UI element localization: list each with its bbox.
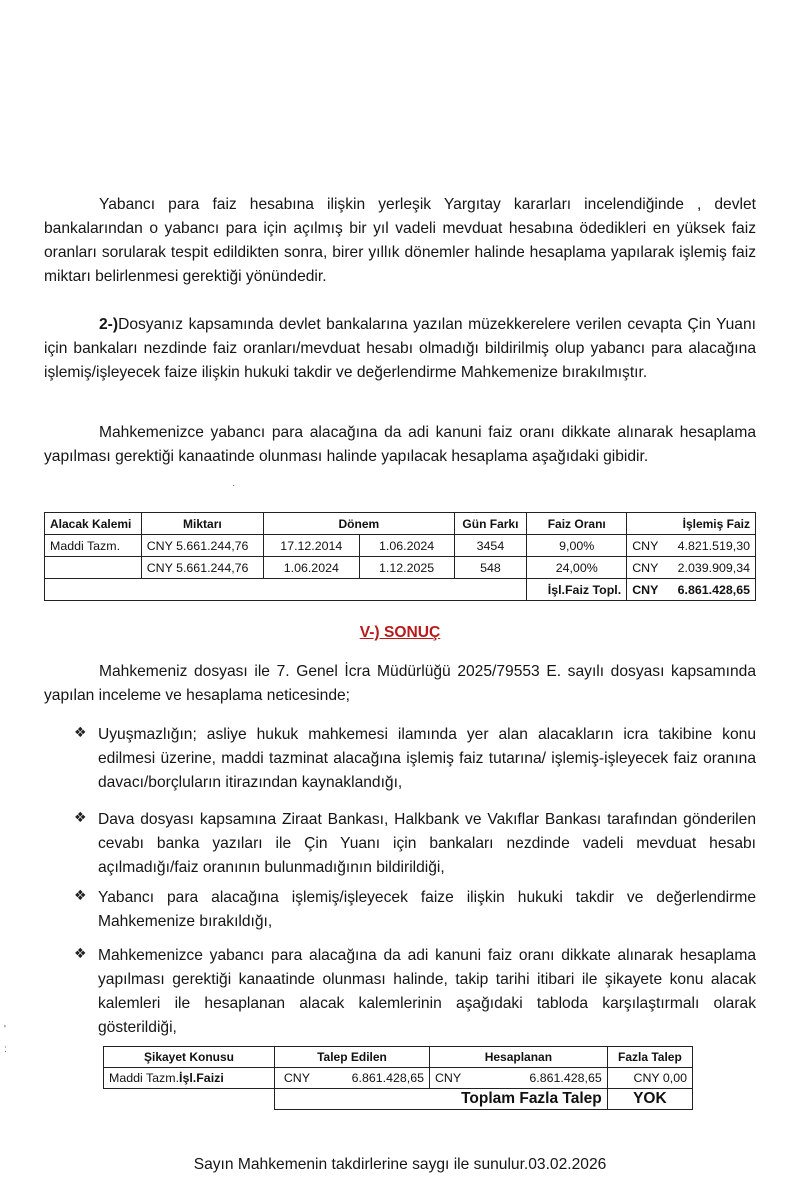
cell-item: [45, 557, 142, 579]
paragraph-bank-reply-text: Dosyanız kapsamında devlet bankalarına yazılan müzekkerelere verilen cevapta Çin Yuanı için bankaları nezdinde faiz oranları/mevduat hesabı olmadığı bildirilmiş olup yabancı para alacağına işlemiş/işleyecek faize ilişkin hukuki takdir ve değerlendirme Mahkemenize bırakılmıştır.: [44, 316, 756, 381]
total-currency: CNY: [627, 579, 673, 601]
total-interest: 6.861.428,65: [673, 579, 756, 601]
cell-calculated-value: 6.861.428,65: [470, 1068, 607, 1089]
table-row: [104, 1068, 693, 1089]
header-excess: Fazla Talep: [607, 1047, 692, 1068]
table-total-row: [104, 1089, 693, 1110]
list-item-text: Mahkemenizce yabancı para alacağına da adi kanuni faiz oranı dikkate alınarak hesaplama yapılması gerektiği kanaatinde olunması halinde, takip tarihi itibari ile şikayete konu alacak kalemleri ile hesaplanan alacak kalemlerinin aşağıdaki tabloda karşılaştırmalı olarak gösterildiği,: [98, 947, 756, 1036]
list-item-text: Yabancı para alacağına işlemiş/işleyecek faize ilişkin hukuki takdir ve değerlendirme Mahkemenize bırakıldığı,: [98, 889, 756, 930]
cell-amount: CNY 5.661.244,76: [141, 557, 263, 579]
cell-subject-plain: Maddi Tazm.: [109, 1071, 180, 1085]
diamond-bullet-icon: ❖: [74, 809, 87, 825]
header-period: Dönem: [264, 513, 455, 535]
cell-currency: CNY: [627, 557, 673, 579]
cell-excess: CNY 0,00: [607, 1068, 692, 1089]
table-header-row: [45, 513, 756, 535]
scan-speck: ·: [232, 480, 236, 491]
header-amount: Miktarı: [141, 513, 263, 535]
cell-subject: [104, 1068, 275, 1089]
cell-interest: 2.039.909,34: [673, 557, 756, 579]
header-calculated: Hesaplanan: [429, 1047, 607, 1068]
list-item-text: Uyuşmazlığın; asliye hukuk mahkemesi ilamında yer alan alacakların icra takibine konu edilmesi üzerine, maddi tazminat alacağına işlemiş faiz tutarına/ işlemiş-işleyecek faiz oranına davacı/borçluların itirazından kaynaklandığı,: [98, 726, 756, 791]
header-requested: Talep Edilen: [275, 1047, 430, 1068]
paragraph-bank-reply: [44, 313, 756, 385]
table-header-row: [104, 1047, 693, 1068]
cell-end-date: 1.06.2024: [359, 535, 454, 557]
header-interest: İşlemiş Faiz: [627, 513, 756, 535]
total-label: İşl.Faiz Topl.: [527, 579, 627, 601]
cell-interest: 4.821.519,30: [673, 535, 756, 557]
cell-requested-currency: CNY: [275, 1068, 316, 1089]
scan-margin-marks: ' :: [4, 1024, 7, 1055]
paragraph-number: 2-): [99, 316, 119, 333]
cell-days: 3454: [454, 535, 527, 557]
header-rate: Faiz Oranı: [527, 513, 627, 535]
cell-calculated-currency: CNY: [429, 1068, 470, 1089]
paragraph-result-intro: Mahkemeniz dosyası ile 7. Genel İcra Müdürlüğü 2025/79553 E. sayılı dosyası kapsamında yapılan inceleme ve hesaplama neticesinde;: [44, 663, 756, 704]
closing-line: Sayın Mahkemenin takdirlerine saygı ile sunulur.03.02.2026: [193, 1156, 607, 1173]
cell-rate: 24,00%: [527, 557, 627, 579]
table-row: [45, 557, 756, 579]
paragraph-calculation-intro: Mahkemenizce yabancı para alacağına da adi kanuni faiz oranı dikkate alınarak hesaplama yapılması gerektiği kanaatinde olunması halinde yapılacak hesaplama aşağıdaki gibidir.: [44, 424, 756, 465]
list-item-text: Dava dosyası kapsamına Ziraat Bankası, Halkbank ve Vakıflar Bankası tarafından gönderilen cevabı banka yazıları ile Çin Yuanı için bankaları nezdinde vadeli mevduat hesabı açılmadığı/faiz oranının bulunmadığının bildirildiği,: [98, 811, 756, 876]
cell-end-date: 1.12.2025: [359, 557, 454, 579]
cell-rate: 9,00%: [527, 535, 627, 557]
header-subject: Şikayet Konusu: [104, 1047, 275, 1068]
cell-start-date: 17.12.2014: [264, 535, 360, 557]
cell-start-date: 1.06.2024: [264, 557, 360, 579]
table-row: [45, 535, 756, 557]
section-heading: V-) SONUÇ: [359, 624, 441, 641]
cell-days: 548: [454, 557, 527, 579]
diamond-bullet-icon: ❖: [74, 945, 87, 961]
diamond-bullet-icon: ❖: [74, 724, 87, 740]
cell-requested-value: 6.861.428,65: [315, 1068, 429, 1089]
total-spacer: [45, 579, 527, 601]
total-label: Toplam Fazla Talep: [275, 1089, 608, 1110]
cell-subject-bold: İşl.Faizi: [179, 1071, 224, 1085]
total-value: YOK: [607, 1089, 692, 1110]
comparison-table: [103, 1046, 693, 1110]
interest-calculation-table: [44, 512, 756, 601]
header-days: Gün Farkı: [454, 513, 527, 535]
cell-amount: CNY 5.661.244,76: [141, 535, 263, 557]
diamond-bullet-icon: ❖: [74, 887, 87, 903]
cell-item: Maddi Tazm.: [45, 535, 142, 557]
cell-currency: CNY: [627, 535, 673, 557]
table-total-row: [45, 579, 756, 601]
paragraph-yargitay: Yabancı para faiz hesabına ilişkin yerleşik Yargıtay kararları incelendiğinde , devlet bankalarından o yabancı para için açılmış bir yıl vadeli mevduat hesabına ödedikleri en yüksek faiz oranları sorularak tespit edildikten sonra, birer yıllık dönemler halinde hesaplama yapılarak işlemiş faiz miktarı belirlenmesi gerektiği yönündedir.: [44, 196, 756, 285]
header-item: Alacak Kalemi: [45, 513, 142, 535]
total-spacer: [104, 1089, 275, 1110]
